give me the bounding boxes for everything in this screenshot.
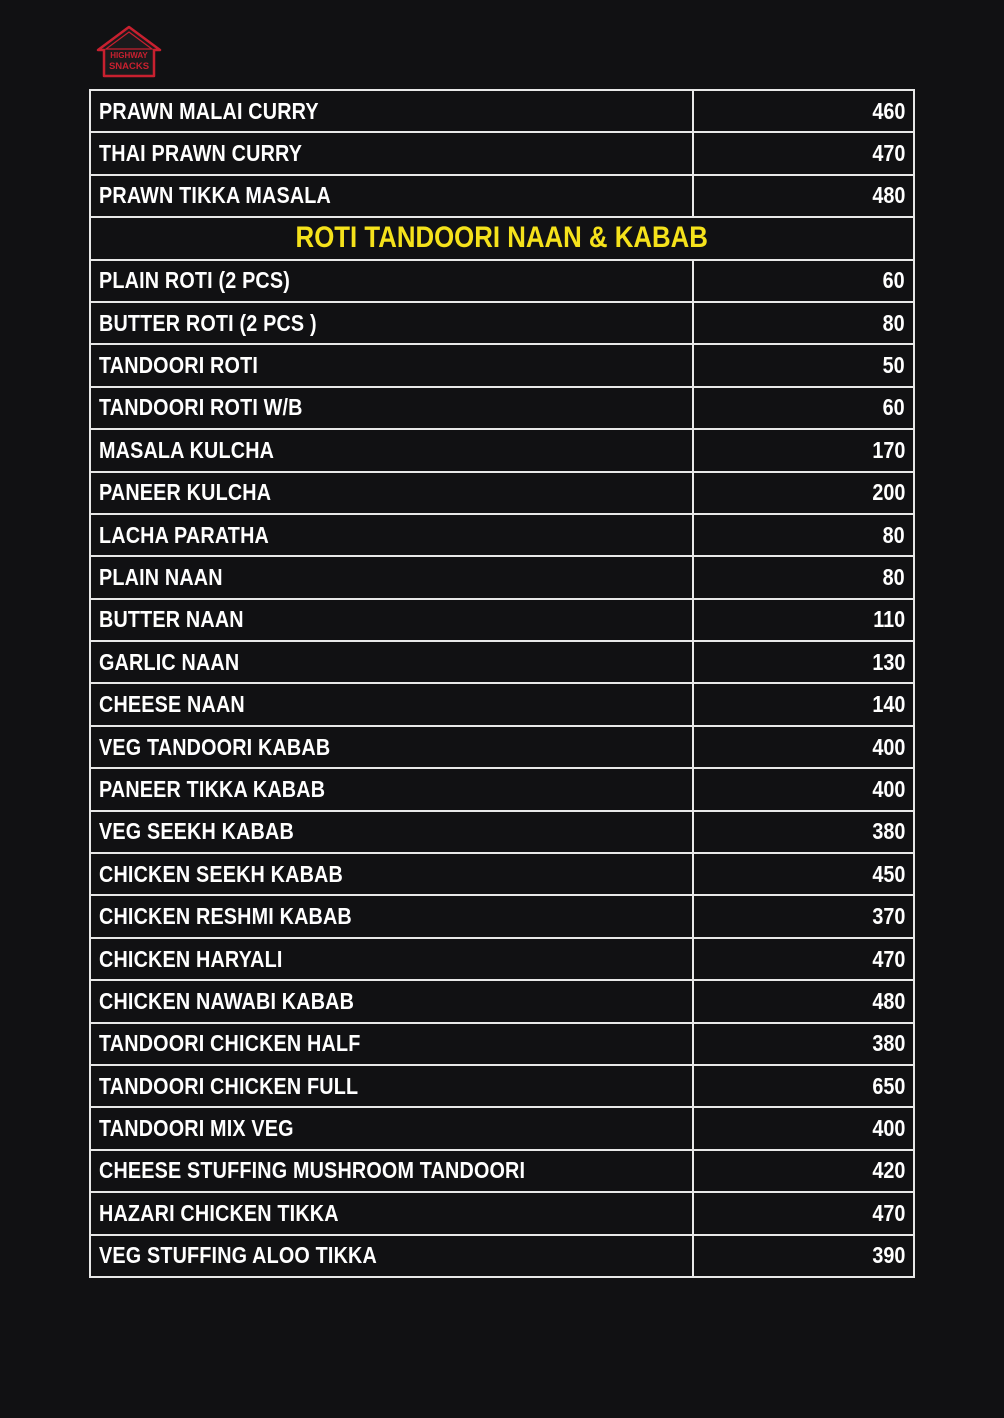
menu-item-price-cell [693, 429, 914, 471]
menu-item-name: THAI PRAWN CURRY [99, 140, 303, 167]
menu-item-name: VEG SEEKH KABAB [99, 818, 294, 845]
menu-item-name: PRAWN TIKKA MASALA [99, 182, 332, 209]
menu-item-row [90, 90, 914, 132]
menu-item-price-cell [693, 980, 914, 1022]
menu-item-name: CHEESE STUFFING MUSHROOM TANDOORI [99, 1157, 526, 1184]
menu-item-row [90, 980, 914, 1022]
menu-item-name-cell [90, 387, 693, 429]
menu-item-price-cell [693, 641, 914, 683]
menu-item-price-cell [693, 90, 914, 132]
menu-item-name: LACHA PARATHA [99, 521, 269, 548]
menu-item-price: 80 [882, 309, 905, 336]
menu-item-name: BUTTER NAAN [99, 606, 244, 633]
menu-item-name: PANEER TIKKA KABAB [99, 775, 326, 802]
menu-item-name-cell [90, 556, 693, 598]
menu-item-price: 60 [882, 267, 905, 294]
menu-item-row [90, 768, 914, 810]
menu-item-price: 470 [871, 140, 905, 167]
menu-item-price: 50 [882, 352, 905, 379]
section-heading-row [90, 217, 914, 259]
menu-item-price-cell [693, 132, 914, 174]
menu-item-name-cell [90, 1023, 693, 1065]
menu-item-name: TANDOORI ROTI [99, 352, 259, 379]
menu-item-row [90, 302, 914, 344]
menu-item-row [90, 472, 914, 514]
menu-item-price-cell [693, 895, 914, 937]
menu-item-row [90, 1150, 914, 1192]
menu-item-name: TANDOORI CHICKEN FULL [99, 1072, 359, 1099]
menu-item-name-cell [90, 938, 693, 980]
menu-item-row [90, 1235, 914, 1277]
menu-item-price-cell [693, 1023, 914, 1065]
menu-item-name: TANDOORI ROTI W/B [99, 394, 303, 421]
menu-item-price-cell [693, 599, 914, 641]
menu-item-row [90, 895, 914, 937]
logo-text-line1: HIGHWAY [110, 51, 148, 60]
menu-item-name-cell [90, 895, 693, 937]
menu-item-price: 80 [882, 563, 905, 590]
menu-item-price-cell [693, 1235, 914, 1277]
menu-item-name: HAZARI CHICKEN TIKKA [99, 1199, 339, 1226]
menu-item-row [90, 726, 914, 768]
menu-item-row [90, 1107, 914, 1149]
house-logo-icon [94, 24, 164, 82]
menu-item-price: 400 [871, 733, 905, 760]
menu-item-price: 380 [871, 818, 905, 845]
menu-item-row [90, 811, 914, 853]
menu-item-price-cell [693, 302, 914, 344]
menu-item-price: 380 [871, 1030, 905, 1057]
menu-item-price-cell [693, 175, 914, 217]
menu-item-price: 60 [882, 394, 905, 421]
menu-item-name-cell [90, 980, 693, 1022]
menu-item-price-cell [693, 344, 914, 386]
menu-item-row [90, 514, 914, 556]
menu-item-name-cell [90, 1192, 693, 1234]
menu-item-row [90, 1023, 914, 1065]
menu-item-name: GARLIC NAAN [99, 648, 240, 675]
menu-item-price: 470 [871, 1199, 905, 1226]
menu-item-price-cell [693, 556, 914, 598]
menu-item-price: 650 [871, 1072, 905, 1099]
menu-item-name-cell [90, 726, 693, 768]
menu-item-price: 480 [871, 182, 905, 209]
menu-item-row [90, 132, 914, 174]
menu-item-price-cell [693, 683, 914, 725]
menu-item-name-cell [90, 344, 693, 386]
menu-item-price: 420 [871, 1157, 905, 1184]
menu-item-price: 130 [871, 648, 905, 675]
menu-item-name: PRAWN MALAI CURRY [99, 97, 319, 124]
menu-item-row [90, 938, 914, 980]
menu-item-name-cell [90, 514, 693, 556]
menu-item-name-cell [90, 641, 693, 683]
menu-item-price-cell [693, 1150, 914, 1192]
menu-item-price: 390 [871, 1242, 905, 1269]
section-heading-cell [90, 217, 914, 259]
menu-item-row [90, 344, 914, 386]
menu-item-name-cell [90, 1235, 693, 1277]
menu-item-price-cell [693, 853, 914, 895]
menu-item-name-cell [90, 175, 693, 217]
menu-item-name: CHEESE NAAN [99, 691, 245, 718]
menu-item-price: 400 [871, 1115, 905, 1142]
menu-item-name-cell [90, 811, 693, 853]
menu-item-row [90, 429, 914, 471]
menu-item-price-cell [693, 387, 914, 429]
menu-item-name-cell [90, 1150, 693, 1192]
menu-item-price-cell [693, 726, 914, 768]
menu-item-name-cell [90, 1065, 693, 1107]
menu-item-name: MASALA KULCHA [99, 436, 275, 463]
menu-item-row [90, 641, 914, 683]
menu-item-name: CHICKEN SEEKH KABAB [99, 860, 343, 887]
menu-item-name-cell [90, 683, 693, 725]
restaurant-logo [94, 24, 164, 82]
menu-item-row [90, 556, 914, 598]
section-heading: ROTI TANDOORI NAAN & KABAB [295, 221, 709, 255]
menu-item-row [90, 683, 914, 725]
menu-item-price-cell [693, 938, 914, 980]
menu-item-price: 480 [871, 987, 905, 1014]
menu-item-name-cell [90, 768, 693, 810]
logo-text-line2: SNACKS [108, 61, 150, 72]
menu-item-name-cell [90, 302, 693, 344]
menu-item-name-cell [90, 599, 693, 641]
menu-item-price: 140 [871, 691, 905, 718]
menu-item-price-cell [693, 768, 914, 810]
menu-item-price: 400 [871, 775, 905, 802]
menu-item-price: 470 [871, 945, 905, 972]
menu-item-price: 110 [873, 606, 905, 633]
menu-item-name: CHICKEN RESHMI KABAB [99, 903, 352, 930]
menu-table [89, 89, 915, 1278]
menu-item-price-cell [693, 811, 914, 853]
menu-item-name: PLAIN ROTI (2 PCS) [99, 267, 291, 294]
menu-item-name-cell [90, 90, 693, 132]
menu-item-price-cell [693, 260, 914, 302]
menu-item-name-cell [90, 853, 693, 895]
menu-item-price: 450 [871, 860, 905, 887]
menu-item-price: 370 [871, 903, 905, 930]
menu-item-row [90, 175, 914, 217]
menu-item-name-cell [90, 260, 693, 302]
menu-item-name: BUTTER ROTI (2 PCS ) [99, 309, 317, 336]
menu-item-row [90, 1065, 914, 1107]
menu-item-name: PANEER KULCHA [99, 479, 272, 506]
menu-item-row [90, 853, 914, 895]
menu-item-name: CHICKEN NAWABI KABAB [99, 987, 355, 1014]
menu-item-row [90, 1192, 914, 1234]
menu-item-name-cell [90, 1107, 693, 1149]
menu-item-name: TANDOORI CHICKEN HALF [99, 1030, 361, 1057]
menu-item-name: CHICKEN HARYALI [99, 945, 283, 972]
menu-item-row [90, 599, 914, 641]
menu-item-name-cell [90, 132, 693, 174]
menu-item-price: 80 [882, 521, 905, 548]
menu-item-price-cell [693, 472, 914, 514]
menu-item-name: PLAIN NAAN [99, 563, 223, 590]
menu-item-name: TANDOORI MIX VEG [99, 1115, 294, 1142]
menu-item-price-cell [693, 1107, 914, 1149]
menu-item-name-cell [90, 429, 693, 471]
menu-item-name-cell [90, 472, 693, 514]
menu-item-price-cell [693, 1065, 914, 1107]
menu-item-price-cell [693, 514, 914, 556]
menu-item-row [90, 260, 914, 302]
menu-item-price: 460 [871, 97, 905, 124]
menu-item-price: 170 [871, 436, 905, 463]
menu-body [90, 90, 914, 1277]
menu-item-row [90, 387, 914, 429]
menu-item-price-cell [693, 1192, 914, 1234]
menu-item-price: 200 [871, 479, 905, 506]
menu-item-name: VEG STUFFING ALOO TIKKA [99, 1242, 377, 1269]
menu-item-name: VEG TANDOORI KABAB [99, 733, 331, 760]
